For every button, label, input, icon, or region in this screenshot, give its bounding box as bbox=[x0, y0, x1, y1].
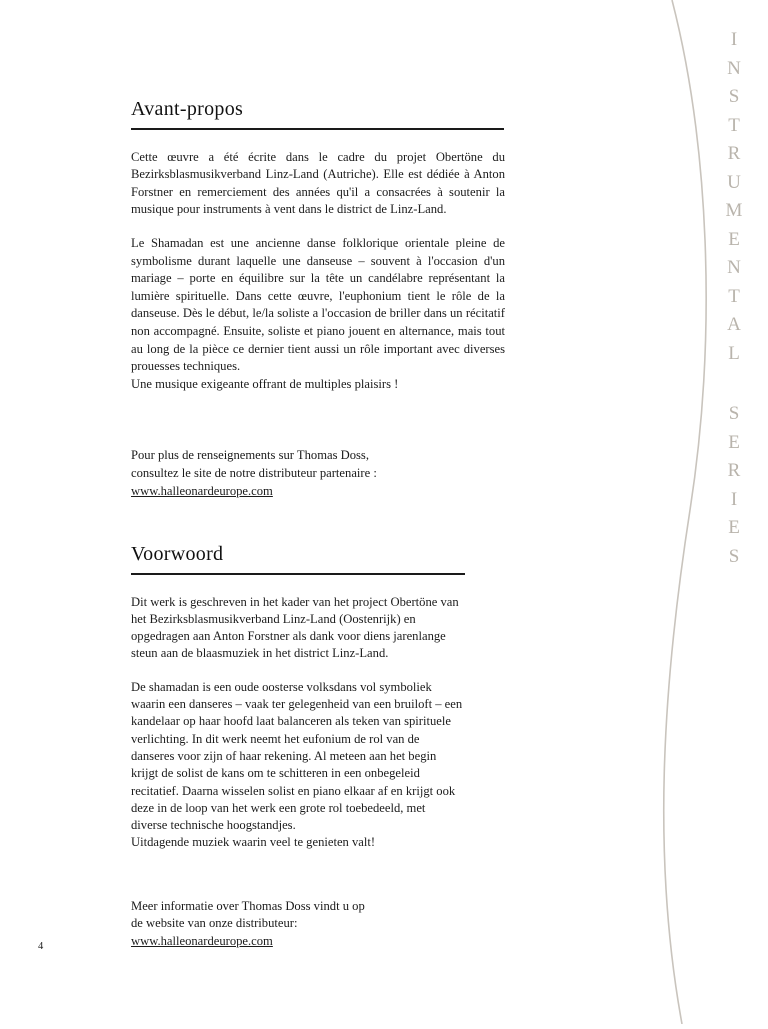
spacer bbox=[131, 409, 506, 447]
side-title-char: I bbox=[730, 29, 738, 50]
paragraph-french-3: Une musique exigeante offrant de multiples plaisirs ! bbox=[131, 376, 399, 391]
paragraph-dutch-3: Uitdagende muziek waarin veel te genieten valt! bbox=[131, 835, 376, 850]
side-title-char: L bbox=[728, 342, 740, 364]
side-title-char: A bbox=[727, 314, 741, 335]
side-title-char: E bbox=[728, 228, 740, 250]
heading-rule bbox=[131, 128, 504, 130]
side-title-char: M bbox=[725, 200, 743, 221]
series-side-title bbox=[714, 30, 754, 990]
paragraph-dutch-2: De shamadan is een oude oosterse volksdans vol symboliek waarin een danseres – vaak ter gelegenheid van een bruiloft – een kandelaar op haar hoofd laat balanceren als teken van spirituele verlichting. In dit werk neemt het eufonium de rol van de danseres voor zijn of haar rekening. Al meteen aan het begin krijgt de solist de kans om te schitteren in een onbegeleid recitatief. Daarna wisselen solist en piano elkaar af en krijgt ook deze in de loop van het werk een grote rol toebedeeld, met diverse technische hoogstandjes. bbox=[131, 679, 463, 833]
side-title-char: S bbox=[728, 545, 740, 567]
side-title-char: S bbox=[728, 86, 740, 107]
section-heading-french: Avant-propos bbox=[131, 98, 244, 120]
contact-line-1: Pour plus de renseignements sur Thomas Doss, bbox=[131, 448, 369, 463]
side-title-char: R bbox=[727, 143, 741, 164]
side-title-char: I bbox=[730, 488, 738, 510]
side-title-char: T bbox=[728, 285, 740, 307]
side-title-char: E bbox=[728, 517, 740, 538]
contact-block-french bbox=[131, 447, 506, 500]
side-title-char: E bbox=[728, 431, 740, 453]
side-title-char: S bbox=[728, 403, 740, 424]
side-title-char: R bbox=[727, 460, 741, 481]
spacer bbox=[131, 868, 506, 898]
contact-block-dutch bbox=[131, 898, 506, 951]
page-number: 4 bbox=[38, 941, 44, 952]
side-title-char: T bbox=[728, 114, 740, 136]
section-foreword-french bbox=[131, 98, 506, 500]
distributor-website-link-french[interactable]: www.halleonardeurope.com bbox=[131, 483, 273, 498]
side-title-char: N bbox=[727, 57, 741, 79]
section-foreword-dutch bbox=[131, 543, 506, 951]
side-title-char: U bbox=[727, 171, 741, 193]
paragraph-french-2: Le Shamadan est une ancienne danse folklorique orientale pleine de symbolisme durant laquelle une danseuse – souvent à l'occasion d'un mariage – porte en équilibre sur la tête un candélabre représentant la lumière spirituelle. Dans cette œuvre, l'euphonium tient le rôle de la danseuse. Dès le début, le/la soliste a l'occasion de briller dans un récitatif non accompagné. Ensuite, soliste et piano jouent en alternance, mais tout au long de la pièce ce dernier tient aussi un rôle important avec diverses prouesses techniques. bbox=[131, 235, 505, 374]
heading-rule bbox=[131, 573, 465, 575]
side-title-char: N bbox=[727, 257, 741, 278]
distributor-website-link-dutch[interactable]: www.halleonardeurope.com bbox=[131, 933, 273, 948]
paragraph-french-1: Cette œuvre a été écrite dans le cadre du projet Obertöne du Bezirksblasmusikverband Linz-Land (Autriche). Elle est dédiée à Anton Forstner en remerciement des années qu'il a consacrées à soutenir la musique pour instruments à vent dans le district de Linz-Land. bbox=[131, 149, 505, 217]
contact-line-2: consultez le site de notre distributeur partenaire : bbox=[131, 465, 377, 480]
section-heading-dutch: Voorwoord bbox=[131, 543, 224, 565]
contact-line-2: de website van onze distributeur: bbox=[131, 916, 298, 931]
paragraph-dutch-1: Dit werk is geschreven in het kader van het project Obertöne van het Bezirksblasmusikverband Linz-Land (Oostenrijk) en opgedragen aan Anton Forstner als dank voor diens jarenlange steun aan de blaasmuziek in het district Linz-Land. bbox=[131, 594, 459, 661]
contact-line-1: Meer informatie over Thomas Doss vindt u op bbox=[131, 898, 365, 913]
